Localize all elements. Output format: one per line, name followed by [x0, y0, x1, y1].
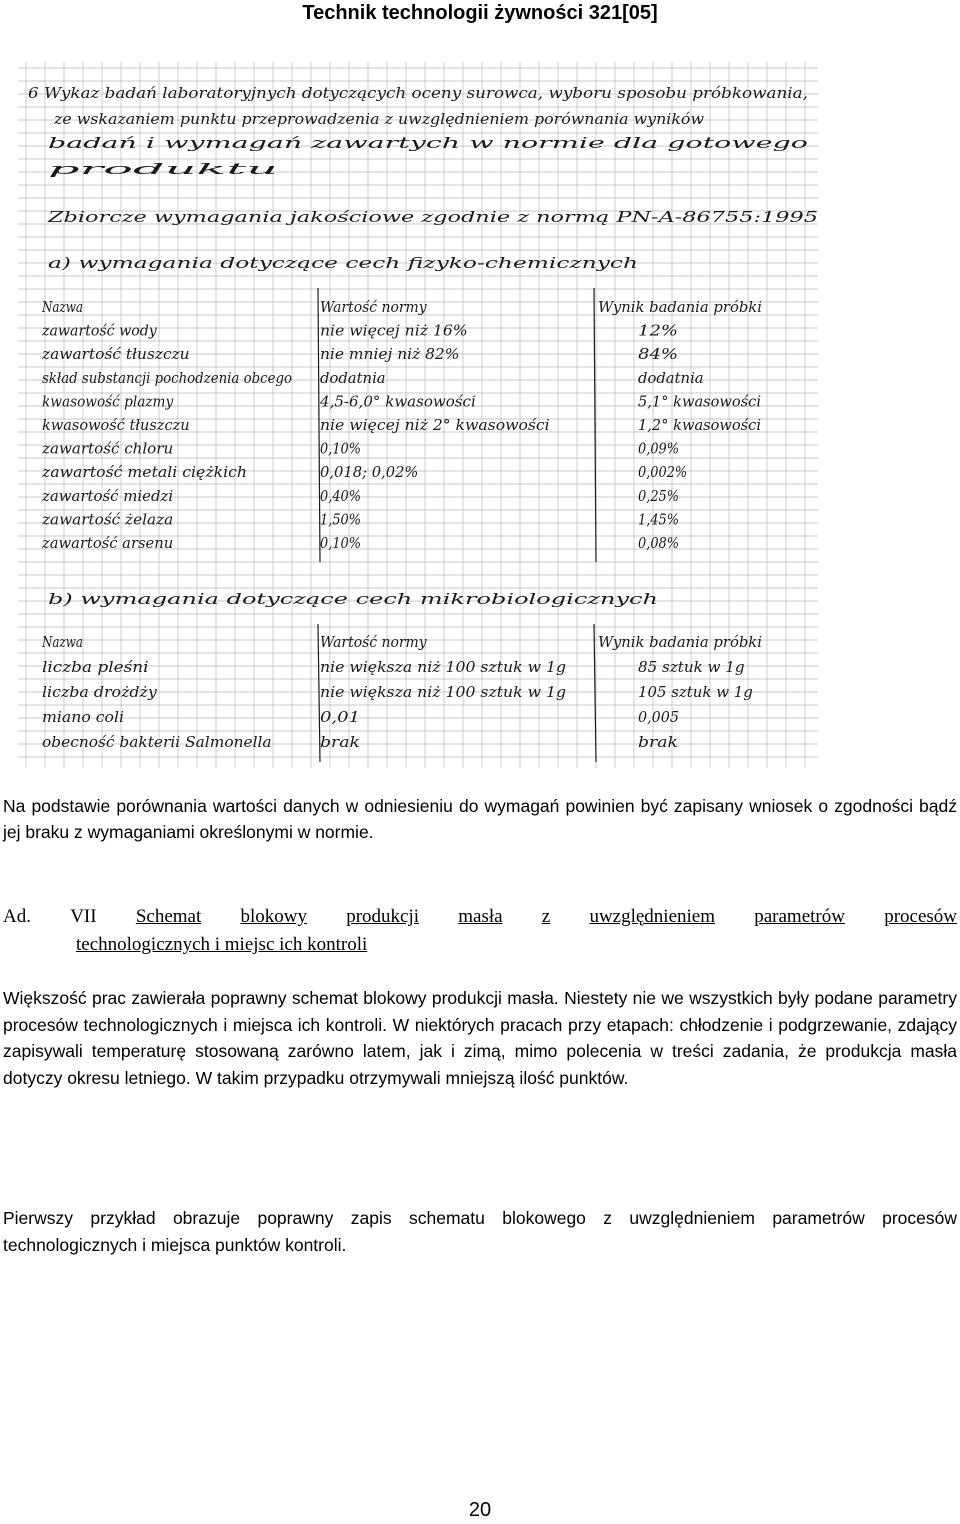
table-b-cell: liczba drożdży	[42, 683, 158, 701]
table-a-header-cell: Wynik badania próbki	[598, 298, 763, 316]
table-a-cell: zawartość żelaza	[40, 510, 174, 529]
requirements-table-b	[41, 633, 762, 751]
task-title-line-4: produktu	[48, 160, 278, 178]
table-a-header-cell: Wartość normy	[320, 298, 428, 316]
task-title-line-3: badań i wymagań zawartych w normie dla gotowego	[48, 134, 808, 152]
table-a-cell: 4,5-6,0° kwasowości	[318, 392, 476, 411]
table-a-cell: zawartość tłuszczu	[40, 345, 190, 364]
table-b-cell: 85 sztuk w 1g	[638, 658, 745, 676]
page-number: 20	[468, 1499, 492, 1521]
section-a-title: a) wymagania dotyczące cech fizyko-chemicznych	[48, 254, 638, 272]
table-b-cell: 0,01	[320, 708, 360, 726]
paragraph-example-intro: Pierwszy przykład obrazuje poprawny zapis schematu blokowego z uwzględnieniem parametrów procesów technologicznych i miejsca punktów kontroli.	[3, 1208, 957, 1255]
handwritten-scan-image	[18, 62, 818, 768]
table-b-cell: obecność bakterii Salmonella	[42, 733, 272, 751]
heading-roman: VII	[70, 906, 97, 927]
handwriting-layer	[28, 84, 818, 751]
table-a-cell: nie więcej niż 2° kwasowości	[320, 416, 550, 434]
heading-word: uwzględnieniem	[589, 906, 716, 927]
table-b-cell: 0,005	[638, 708, 679, 726]
table-a-cell: 0,10%	[320, 534, 361, 552]
scanned-handwritten-page	[18, 62, 818, 768]
table-a-cell: zawartość wody	[41, 321, 158, 340]
table-a-cell: kwasowość tłuszczu	[42, 416, 190, 434]
table-a-cell: 0,08%	[638, 534, 679, 552]
table-b-header-cell: Nazwa	[41, 633, 83, 651]
heading-word: parametrów	[754, 906, 845, 927]
table-b-cell: brak	[320, 733, 360, 751]
table-a-cell: 0,018; 0,02%	[320, 463, 419, 482]
table-a-cell: kwasowość plazmy	[42, 392, 174, 411]
table-a-cell: 0,10%	[320, 439, 361, 458]
table-a-cell: zawartość chloru	[40, 439, 174, 458]
table-a-cell: skład substancji pochodzenia obcego	[42, 368, 292, 387]
table-a-cell: nie mniej niż 82%	[320, 345, 460, 364]
task-title-line-2: ze wskazaniem punktu przeprowadzenia z uwzględnieniem porównania wyników	[52, 110, 705, 128]
table-a-cell: zawartość miedzi	[41, 486, 174, 505]
table-b-cell: brak	[638, 733, 678, 751]
table-a-cell: 84%	[638, 345, 678, 364]
norm-reference: Zbiorcze wymagania jakościowe zgodnie z normą PN-A-86755:1995	[46, 208, 818, 226]
heading-line-2-text: technologicznych i miejsc ich kontroli	[76, 934, 368, 955]
table-b-header-cell: Wartość normy	[320, 633, 428, 651]
table-a-cell: 0,002%	[638, 463, 688, 482]
heading-word: blokowy	[240, 906, 307, 927]
table-a-cell: nie więcej niż 16%	[320, 321, 468, 340]
heading-prefix: Ad.	[3, 906, 31, 927]
table-a-cell: dodatnia	[638, 368, 704, 387]
heading-word: masła	[458, 906, 503, 927]
table-b-cell: 105 sztuk w 1g	[638, 683, 753, 701]
heading-word: procesów	[884, 906, 957, 927]
table-a-cell: 12%	[638, 321, 678, 340]
table-a-header-cell: Nazwa	[41, 298, 83, 316]
table-b-cell: liczba pleśni	[42, 658, 149, 676]
heading-word: produkcji	[346, 906, 420, 927]
table-a-cell: 1,50%	[320, 510, 361, 529]
page-header-title: Technik technologii żywności 321[05]	[302, 2, 658, 24]
table-b-cell: nie większa niż 100 sztuk w 1g	[320, 658, 566, 676]
requirements-table-a	[41, 298, 762, 552]
table-a-cell: dodatnia	[320, 368, 386, 387]
table-b-cell: nie większa niż 100 sztuk w 1g	[320, 683, 566, 701]
table-a-cell: 1,2° kwasowości	[638, 416, 762, 434]
section-heading-line-1	[3, 903, 957, 931]
table-a-cell: 0,40%	[320, 486, 361, 505]
table-b-header-cell: Wynik badania próbki	[598, 633, 763, 651]
section-b-title: b) wymagania dotyczące cech mikrobiologicznych	[48, 590, 658, 608]
table-b-cell: miano coli	[42, 708, 125, 726]
task-title-line-1: 6 Wykaz badań laboratoryjnych dotyczących oceny surowca, wyboru sposobu próbkowania,	[28, 84, 808, 102]
table-a-cell: 0,09%	[638, 439, 679, 458]
table-a-cell: zawartość arsenu	[41, 534, 174, 552]
paragraph-evaluation: Większość prac zawierała poprawny schemat blokowy produkcji masła. Niestety nie we wszystkich były podane parametry procesów technologicznych i miejsca ich kontroli. W niektórych pracach przy etapach: chłodzenie i podgrzewanie, zdający zapisywali temperaturę stosowaną zarówno latem, jak i zimą, mimo polecenia w treści zadania, że produkcja masła dotyczy okresu letniego. W takim przypadku otrzymywali mniejszą ilość punktów.	[3, 988, 957, 1088]
table-a-cell: 5,1° kwasowości	[638, 392, 762, 411]
heading-word: Schemat	[135, 906, 202, 927]
table-a-cell: 0,25%	[638, 486, 679, 505]
table-a-cell: 1,45%	[638, 510, 679, 529]
heading-word: z	[541, 906, 551, 927]
table-a-cell: zawartość metali ciężkich	[40, 463, 248, 482]
paragraph-conclusion-note: Na podstawie porównania wartości danych w odniesieniu do wymagań powinien być zapisany wniosek o zgodności bądź jej braku z wymaganiami określonymi w normie.	[3, 796, 957, 842]
section-heading-line-2	[3, 931, 957, 959]
section-heading	[3, 903, 957, 959]
